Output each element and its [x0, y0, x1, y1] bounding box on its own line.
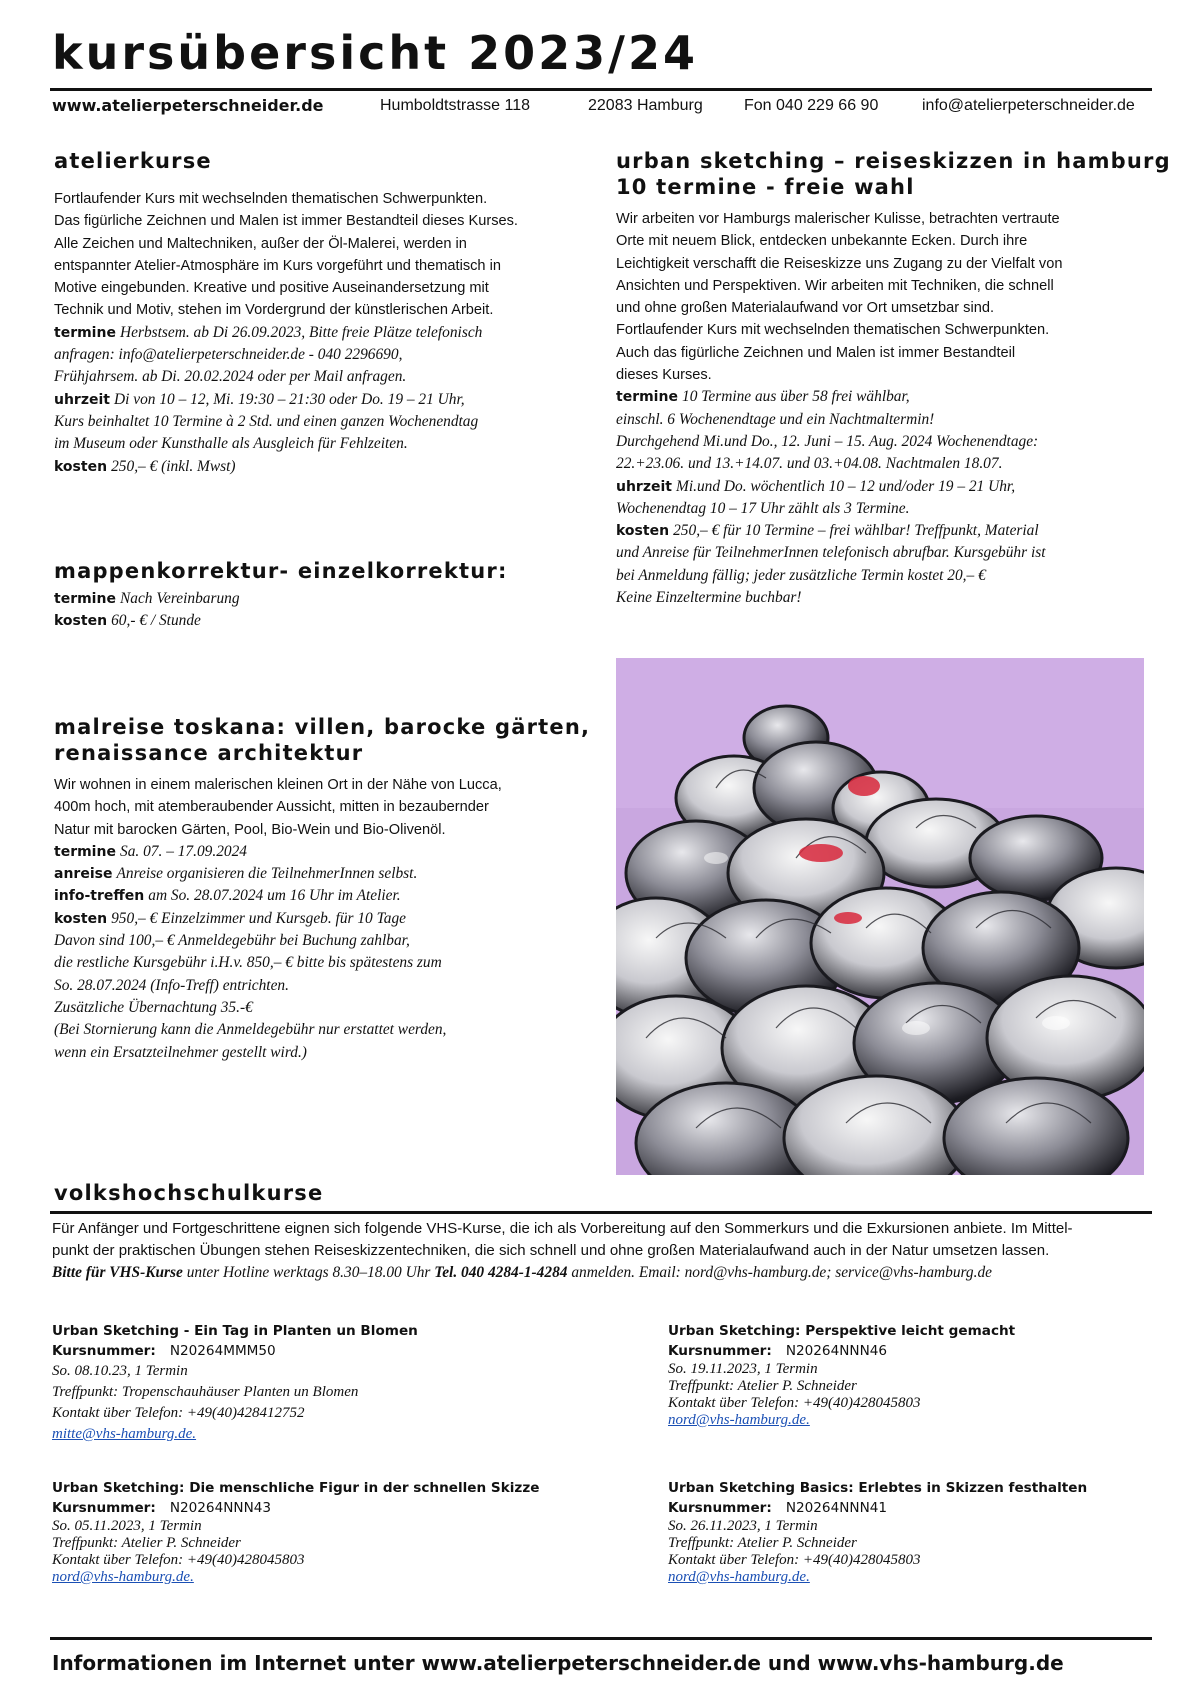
artwork-image: [616, 658, 1144, 1175]
toskana-body-line: 400m hoch, mit atemberaubender Aussicht, mitten in bezaubernder: [54, 799, 489, 816]
header-email[interactable]: info@atelierpeterschneider.de: [922, 97, 1135, 114]
course-number: Kursnummer: N20264NNN41: [668, 1500, 888, 1516]
urban-uhrzeit-text: Wochenendtag 10 – 17 Uhr zählt als 3 Termine.: [616, 499, 910, 517]
toskana-kosten-text: 950,– € Einzelzimmer und Kursgeb. für 10 Tage: [111, 909, 406, 927]
urban-termine-text: 10 Termine aus über 58 frei wählbar,: [682, 388, 910, 406]
header-web[interactable]: www.atelierpeterschneider.de: [52, 96, 324, 115]
course-title: Urban Sketching Basics: Erlebtes in Skizzen festhalten: [668, 1480, 1088, 1496]
course-email-link[interactable]: nord@vhs-hamburg.de.: [52, 1569, 194, 1585]
atelier-uhrzeit-text: im Museum oder Kunsthalle als Ausgleich für Fehlzeiten.: [54, 435, 408, 453]
toskana-kosten-text: Davon sind 100,– € Anmeldegebühr bei Buchung zahlbar,: [54, 932, 410, 950]
urban-body-line: Wir arbeiten vor Hamburgs malerischer Kulisse, betrachten vertraute: [616, 211, 1060, 227]
toskana-kosten-text: (Bei Stornierung kann die Anmeldegebühr nur erstattet werden,: [54, 1021, 447, 1039]
page-title: kursübersicht 2023/24: [52, 26, 698, 80]
toskana-section: [54, 774, 614, 1064]
toskana-kosten-text: Zusätzliche Übernachtung 35.-€: [54, 998, 253, 1016]
course-date: So. 08.10.23, 1 Termin: [52, 1363, 188, 1379]
vhs-note-email: anmelden. Email: nord@vhs-hamburg.de; service@vhs-hamburg.de: [567, 1264, 993, 1281]
course-contact: Kontakt über Telefon: +49(40)428412752: [52, 1405, 305, 1421]
vhs-note-phone: Tel. 040 4284-1-4284: [434, 1264, 568, 1281]
course-card: [52, 1321, 418, 1445]
urban-termine-label: termine: [616, 389, 678, 406]
vhs-heading: volkshochschulkurse: [54, 1181, 324, 1205]
course-card: [668, 1478, 1087, 1586]
atelier-section: [54, 188, 614, 478]
course-email-link[interactable]: mitte@vhs-hamburg.de.: [52, 1426, 197, 1442]
course-email-link[interactable]: nord@vhs-hamburg.de.: [668, 1569, 810, 1585]
atelier-body-line: Das figürliche Zeichnen und Malen ist immer Bestandteil dieses Kurses.: [54, 213, 518, 230]
mappe-heading: mappenkorrektur- einzelkorrektur:: [54, 559, 508, 583]
atelier-uhrzeit-text: Kurs beinhaltet 10 Termine à 2 Std. und einen ganzen Wochenendtag: [54, 412, 479, 430]
course-contact: Kontakt über Telefon: +49(40)428045803: [52, 1552, 305, 1568]
course-title: Urban Sketching - Ein Tag in Planten un Blomen: [52, 1323, 418, 1339]
course-date: So. 26.11.2023, 1 Termin: [668, 1518, 818, 1534]
urban-termine-text: einschl. 6 Wochenendtage und ein Nachtmaltermin!: [616, 410, 935, 428]
toskana-body-line: Wir wohnen in einem malerischen kleinen Ort in der Nähe von Lucca,: [54, 777, 502, 793]
atelier-body-line: Alle Zeichen und Maltechniken, außer der Öl-Malerei, werden in: [54, 235, 467, 252]
course-email-link[interactable]: nord@vhs-hamburg.de.: [668, 1412, 810, 1428]
toskana-heading-line: malreise toskana: villen, barocke gärten,: [54, 715, 591, 739]
artwork-drawing: [616, 658, 1144, 1175]
toskana-info-text: am So. 28.07.2024 um 16 Uhr im Atelier.: [148, 887, 401, 905]
vhs-body-line: Für Anfänger und Fortgeschrittene eignen sich folgende VHS-Kurse, die ich als Vorbereitung auf den Sommerkurs und die Exkursionen anbiete. Im Mittel-: [52, 1220, 1073, 1237]
atelier-termine-text: Herbstsem. ab Di 26.09.2023, Bitte freie Plätze telefonisch: [120, 323, 483, 341]
urban-body-line: dieses Kurses.: [616, 367, 712, 384]
toskana-info-label: info-treffen: [54, 888, 145, 905]
atelier-heading: atelierkurse: [54, 149, 212, 173]
urban-body-line: Leichtigkeit verschafft die Reiseskizze uns Zugang zu der Vielfalt von: [616, 255, 1063, 272]
course-date: So. 05.11.2023, 1 Termin: [52, 1518, 202, 1534]
course-number: Kursnummer: N20264NNN46: [668, 1343, 888, 1359]
footer-info: Informationen im Internet unter www.atelierpeterschneider.de und www.vhs-hamburg.de: [52, 1651, 1064, 1675]
atelier-body-line: Motive eingebunden. Kreative und positive Auseinandersetzung mit: [54, 280, 489, 297]
atelier-body-line: Fortlaufender Kurs mit wechselnden thematischen Schwerpunkten.: [54, 191, 488, 207]
urban-kosten-text: 250,– € für 10 Termine – frei wählbar! Treffpunkt, Material: [673, 522, 1039, 540]
urban-kosten-text: Keine Einzeltermine buchbar!: [616, 589, 802, 607]
atelier-kosten-label: kosten: [54, 458, 108, 475]
vhs-note-bold: Bitte für VHS-Kurse: [52, 1264, 183, 1281]
atelier-body-line: Technik und Motiv, stehen im Vordergrund der künstlerischen Arbeit.: [54, 302, 494, 319]
urban-kosten-label: kosten: [616, 523, 670, 540]
urban-termine-text: 22.+23.06. und 13.+14.07. und 03.+04.08. Nachtmalen 18.07.: [616, 455, 1003, 473]
header-rule: [50, 88, 1152, 91]
atelier-termine-text: Frühjahrsem. ab Di. 20.02.2024 oder per Mail anfragen.: [54, 368, 407, 386]
course-title: Urban Sketching: Perspektive leicht gemacht: [668, 1323, 1016, 1339]
toskana-heading-line: renaissance architektur: [54, 741, 364, 765]
vhs-intro: [52, 1218, 1162, 1284]
atelier-kosten-text: 250,– € (inkl. Mwst): [111, 457, 236, 475]
toskana-kosten-text: die restliche Kursgebühr i.H.v. 850,– € bitte bis spätestens zum: [54, 954, 442, 972]
toskana-kosten-text: wenn ein Ersatzteilnehmer gestellt wird.): [54, 1043, 307, 1061]
course-card: [668, 1321, 1015, 1429]
urban-body-line: Orte mit neuem Blick, entdecken unbekannte Ecken. Durch ihre: [616, 233, 1028, 250]
toskana-body-line: Natur mit barocken Gärten, Pool, Bio-Wein und Bio-Olivenöl.: [54, 821, 446, 838]
mappe-section: [54, 588, 240, 633]
urban-body-line: Auch das figürliche Zeichnen und Malen ist immer Bestandteil: [616, 344, 1016, 361]
toskana-termine-text: Sa. 07. – 17.09.2024: [120, 842, 247, 860]
atelier-termine-text: anfragen: info@atelierpeterschneider.de - 040 2296690,: [54, 346, 403, 364]
mappe-termine-text: Nach Vereinbarung: [120, 590, 240, 607]
atelier-uhrzeit-text: Di von 10 – 12, Mi. 19:30 – 21:30 oder Do. 19 – 21 Uhr,: [114, 390, 465, 408]
toskana-termine-label: termine: [54, 843, 116, 860]
course-meeting-point: Treffpunkt: Atelier P. Schneider: [668, 1378, 857, 1394]
mappe-kosten-text: 60,- € / Stunde: [111, 612, 201, 630]
toskana-kosten-text: So. 28.07.2024 (Info-Treff) entrichten.: [54, 976, 289, 994]
toskana-kosten-label: kosten: [54, 910, 108, 927]
urban-kosten-text: und Anreise für TeilnehmerInnen telefonisch abrufbar. Kursgebühr ist: [616, 544, 1046, 562]
course-title: Urban Sketching: Die menschliche Figur in der schnellen Skizze: [52, 1480, 540, 1496]
urban-uhrzeit-label: uhrzeit: [616, 478, 672, 495]
urban-heading-line: 10 termine - freie wahl: [616, 175, 915, 199]
header-city: 22083 Hamburg: [588, 97, 703, 114]
course-number: Kursnummer: N20264NNN43: [52, 1500, 272, 1516]
urban-section: [616, 208, 1156, 609]
urban-heading: [616, 148, 1171, 200]
urban-kosten-text: bei Anmeldung fällig; jeder zusätzliche Termin kostet 20,– €: [616, 566, 986, 584]
atelier-body-line: entspannter Atelier-Atmosphäre im Kurs vorgeführt und thematisch in: [54, 257, 501, 274]
vhs-note-text: unter Hotline werktags 8.30–18.00 Uhr: [182, 1264, 435, 1281]
toskana-heading: [54, 714, 590, 766]
urban-uhrzeit-text: Mi.und Do. wöchentlich 10 – 12 und/oder 19 – 21 Uhr,: [676, 477, 1016, 495]
course-contact: Kontakt über Telefon: +49(40)428045803: [668, 1395, 921, 1411]
course-contact: Kontakt über Telefon: +49(40)428045803: [668, 1552, 921, 1568]
course-meeting-point: Treffpunkt: Atelier P. Schneider: [668, 1535, 857, 1551]
mappe-termine-label: termine: [54, 591, 116, 607]
course-card: [52, 1478, 539, 1586]
urban-body-line: Fortlaufender Kurs mit wechselnden thematischen Schwerpunkten.: [616, 322, 1050, 339]
header-street: Humboldtstrasse 118: [380, 97, 530, 114]
footer-rule: [50, 1637, 1152, 1640]
toskana-anreise-text: Anreise organisieren die TeilnehmerInnen selbst.: [116, 865, 418, 883]
course-meeting-point: Treffpunkt: Tropenschauhäuser Planten un Blomen: [52, 1384, 359, 1400]
course-meeting-point: Treffpunkt: Atelier P. Schneider: [52, 1535, 241, 1551]
urban-heading-line: urban sketching – reiseskizzen in hamburg: [616, 149, 1171, 173]
atelier-uhrzeit-label: uhrzeit: [54, 391, 110, 408]
vhs-note: [52, 1262, 1162, 1284]
toskana-anreise-label: anreise: [54, 866, 113, 883]
urban-body-line: und ohne großen Materialaufwand vor Ort umsetzbar sind.: [616, 300, 995, 317]
atelier-termine-label: termine: [54, 324, 116, 341]
vhs-rule: [50, 1211, 1152, 1214]
urban-body-line: Ansichten und Perspektiven. Wir arbeiten mit Techniken, die schnell: [616, 277, 1054, 294]
mappe-kosten-label: kosten: [54, 613, 108, 630]
vhs-body-line: punkt der praktischen Übungen stehen Reiseskizzentechniken, die sich schnell und ohne großen Materialaufwand auch in der Natur umsetzen lassen.: [52, 1242, 1050, 1259]
urban-termine-text: Durchgehend Mi.und Do., 12. Juni – 15. Aug. 2024 Wochenendtage:: [616, 432, 1039, 450]
course-number: Kursnummer: N20264MMM50: [52, 1343, 276, 1359]
header-phone: Fon 040 229 66 90: [744, 97, 879, 114]
course-date: So. 19.11.2023, 1 Termin: [668, 1361, 818, 1377]
